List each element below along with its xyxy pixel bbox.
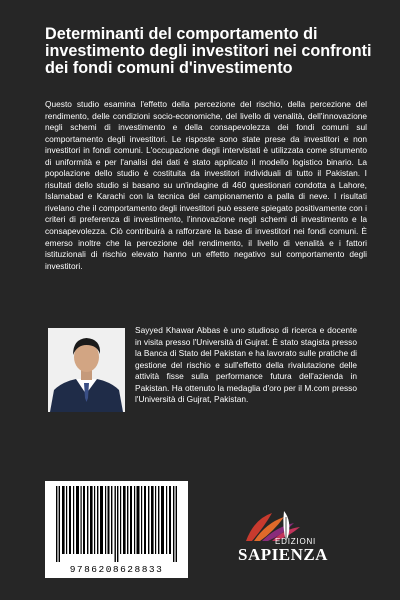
author-photo	[48, 328, 125, 412]
barcode-bars	[45, 481, 188, 564]
publisher-edizioni: EDIZIONI	[275, 537, 317, 546]
book-title: Determinanti del comportamento di investimento degli investitori nei confronti dei fondi comuni d'investimento	[45, 25, 372, 77]
isbn-barcode	[45, 481, 188, 578]
publisher-logo	[232, 507, 332, 582]
book-abstract: Questo studio esamina l'effetto della percezione del rischio, della percezione del rendimento, delle condizioni socio-economiche, del livello di venalità, dell'innovazione negli schemi di investimento e della consapevolezza dei fondi comuni sul comportamento degli investitori. Le risposte sono state prese da investitori e non investitori in fondi comuni. L'occupazione degli intervistati è utilizzata come strumento di uniformità e per l'analisi dei dati è stato applicato il modello logistico binario. La popolazione dello studio è costituita da investitori individuali di tutto il Pakistan. I risultati dello studio si basano su un'indagine di 460 questionari condotta a Lahore, Islamabad e Karachi con la tecnica del campionamento a palla di neve. I risultati rivelano che il comportamento degli investitori può essere spiegato positivamente con i criteri di preferenza di investimento, l'innovazione negli schemi di investimento e la consapevolezza. Ciò contribuirà a rafforzare la base di investitori nei fondi comuni. È emerso inoltre che la percezione del rendimento, il livello di venalità e i fattori istituzionali di rischio elevato hanno un effetto negativo sul comportamento degli investitori.	[45, 99, 367, 271]
isbn-digits: 9786208628833	[69, 564, 164, 575]
author-bio: Sayyed Khawar Abbas è uno studioso di ricerca e docente in visita presso l'Università di Gujrat. È stato stagista presso la Banca di Stato del Pakistan e ha lavorato sulle pratiche di gestione del rischio e sull'effetto della rivalutazione delle attività fisse sulla performance futura dell'azienda in Pakistan. Ha ottenuto la medaglia d'oro per il M.com presso l'Università di Gujrat, Pakistan.	[135, 325, 357, 405]
publisher-name: SAPIENZA	[238, 545, 328, 564]
